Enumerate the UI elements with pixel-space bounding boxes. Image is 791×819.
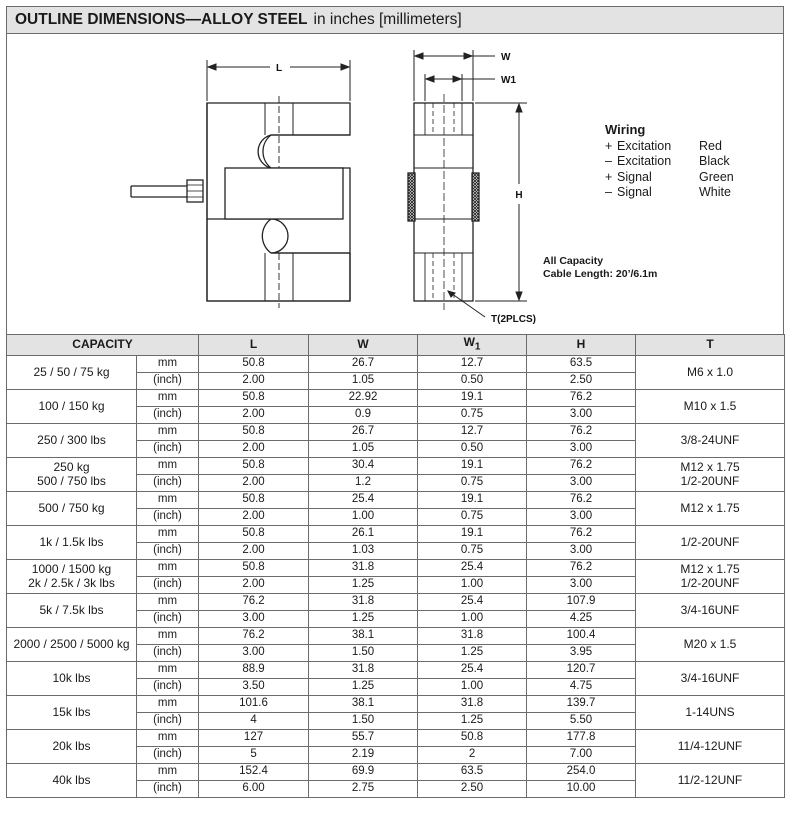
unit-mm-cell: mm <box>137 729 199 746</box>
header-L: L <box>199 335 309 356</box>
header-T: T <box>636 335 785 356</box>
capacity-text: 5k / 7.5k lbs <box>39 603 104 618</box>
units-note: in inches [millimeters] <box>313 11 462 28</box>
section-header <box>6 6 784 34</box>
cable-note-line2: Cable Length: 20’/6.1m <box>543 268 658 280</box>
table-row <box>7 525 785 542</box>
thread-cell <box>636 695 785 729</box>
thread-text: M12 x 1.75 <box>680 501 740 516</box>
unit-mm-cell: mm <box>137 423 199 440</box>
unit-inch-cell: (inch) <box>137 780 199 797</box>
dimensions-table <box>6 334 785 798</box>
inch-value-cell: 0.75 <box>418 542 527 559</box>
capacity-text: 15k lbs <box>52 705 91 720</box>
thread-cell <box>636 491 785 525</box>
inch-value-cell: 2.75 <box>309 780 418 797</box>
capacity-cell <box>7 729 137 763</box>
thread-cell <box>636 457 785 491</box>
capacity-text: 250 / 300 lbs <box>37 433 106 448</box>
inch-value-cell: 3.00 <box>527 542 636 559</box>
mm-value-cell: 25.4 <box>418 593 527 610</box>
table-row <box>7 593 785 610</box>
unit-inch-cell: (inch) <box>137 440 199 457</box>
inch-value-cell: 1.25 <box>418 712 527 729</box>
table-row <box>7 355 785 372</box>
capacity-text: 40k lbs <box>52 773 91 788</box>
capacity-text: 25 / 50 / 75 kg <box>33 365 110 380</box>
capacity-cell <box>7 457 137 491</box>
capacity-cell <box>7 763 137 797</box>
table-row <box>7 423 785 440</box>
inch-value-cell: 2.50 <box>418 780 527 797</box>
unit-inch-cell: (inch) <box>137 746 199 763</box>
mm-value-cell: 55.7 <box>309 729 418 746</box>
dimension-H <box>475 103 527 301</box>
capacity-text: 1k / 1.5k lbs <box>39 535 104 550</box>
unit-mm-cell: mm <box>137 627 199 644</box>
mm-value-cell: 100.4 <box>527 627 636 644</box>
wiring-sign: – <box>605 154 612 168</box>
inch-value-cell: 1.05 <box>309 372 418 389</box>
inch-value-cell: 0.9 <box>309 406 418 423</box>
inch-value-cell: 1.25 <box>309 610 418 627</box>
capacity-cell <box>7 525 137 559</box>
inch-value-cell: 5.50 <box>527 712 636 729</box>
inch-value-cell: 1.00 <box>418 576 527 593</box>
label-H: H <box>515 190 523 201</box>
wiring-legend <box>605 122 734 201</box>
inch-value-cell: 3.00 <box>199 644 309 661</box>
mm-value-cell: 152.4 <box>199 763 309 780</box>
header-W1-base: W <box>463 335 475 349</box>
capacity-cell <box>7 389 137 423</box>
inch-value-cell: 1.00 <box>418 678 527 695</box>
inch-value-cell: 3.00 <box>527 406 636 423</box>
table-row <box>7 389 785 406</box>
table-row <box>7 763 785 780</box>
thread-cell <box>636 627 785 661</box>
thread-text: 3/4-16UNF <box>680 603 740 618</box>
inch-value-cell: 2.19 <box>309 746 418 763</box>
dimension-W <box>414 50 495 101</box>
mm-value-cell: 31.8 <box>309 661 418 678</box>
mm-value-cell: 254.0 <box>527 763 636 780</box>
mm-value-cell: 50.8 <box>199 525 309 542</box>
mm-value-cell: 76.2 <box>199 627 309 644</box>
inch-value-cell: 10.00 <box>527 780 636 797</box>
capacity-cell <box>7 355 137 389</box>
mm-value-cell: 26.7 <box>309 423 418 440</box>
table-row <box>7 491 785 508</box>
capacity-text: 500 / 750 lbs <box>37 474 106 489</box>
capacity-text: 100 / 150 kg <box>38 399 105 414</box>
wiring-sign: – <box>605 185 612 199</box>
mm-value-cell: 139.7 <box>527 695 636 712</box>
thread-text: 1/2-20UNF <box>680 576 740 591</box>
table-row <box>7 627 785 644</box>
mm-value-cell: 76.2 <box>527 457 636 474</box>
table-row <box>7 559 785 576</box>
inch-value-cell: 2.00 <box>199 542 309 559</box>
label-T: T(2PLCS) <box>491 314 536 325</box>
mm-value-cell: 76.2 <box>527 389 636 406</box>
mm-value-cell: 31.8 <box>418 695 527 712</box>
inch-value-cell: 0.75 <box>418 508 527 525</box>
gauge-area <box>225 168 343 219</box>
wiring-row <box>605 170 734 186</box>
cable-shape <box>131 186 187 197</box>
mm-value-cell: 50.8 <box>199 423 309 440</box>
inch-value-cell: 1.50 <box>309 644 418 661</box>
unit-inch-cell: (inch) <box>137 508 199 525</box>
unit-mm-cell: mm <box>137 525 199 542</box>
mm-value-cell: 50.8 <box>199 491 309 508</box>
unit-inch-cell: (inch) <box>137 610 199 627</box>
inch-value-cell: 1.25 <box>418 644 527 661</box>
unit-mm-cell: mm <box>137 559 199 576</box>
capacity-cell <box>7 695 137 729</box>
capacity-text: 20k lbs <box>52 739 91 754</box>
inch-value-cell: 1.50 <box>309 712 418 729</box>
inch-value-cell: 2 <box>418 746 527 763</box>
inch-value-cell: 4.75 <box>527 678 636 695</box>
table-header-row <box>7 335 785 356</box>
inch-value-cell: 2.00 <box>199 474 309 491</box>
mm-value-cell: 19.1 <box>418 457 527 474</box>
table-row <box>7 661 785 678</box>
inch-value-cell: 1.03 <box>309 542 418 559</box>
header-W: W <box>309 335 418 356</box>
thread-text: 3/4-16UNF <box>680 671 740 686</box>
inch-value-cell: 2.50 <box>527 372 636 389</box>
cable-note-line1: All Capacity <box>543 255 604 267</box>
wiring-sign: + <box>605 138 613 153</box>
thread-text: M20 x 1.5 <box>683 637 737 652</box>
label-W1: W1 <box>501 75 516 86</box>
mm-value-cell: 19.1 <box>418 389 527 406</box>
mm-value-cell: 50.8 <box>418 729 527 746</box>
unit-inch-cell: (inch) <box>137 474 199 491</box>
wiring-row <box>605 154 734 170</box>
mm-value-cell: 76.2 <box>527 525 636 542</box>
mm-value-cell: 69.9 <box>309 763 418 780</box>
side-body <box>414 103 473 301</box>
mm-value-cell: 26.1 <box>309 525 418 542</box>
wiring-title: Wiring <box>605 122 646 137</box>
unit-mm-cell: mm <box>137 695 199 712</box>
thread-text: M12 x 1.75 <box>680 562 740 577</box>
capacity-text: 500 / 750 kg <box>38 501 105 516</box>
inch-value-cell: 4.25 <box>527 610 636 627</box>
capacity-text: 10k lbs <box>52 671 91 686</box>
thread-cell <box>636 389 785 423</box>
capacity-cell <box>7 661 137 695</box>
thread-cell <box>636 593 785 627</box>
mm-value-cell: 25.4 <box>418 559 527 576</box>
mm-value-cell: 50.8 <box>199 559 309 576</box>
mm-value-cell: 50.8 <box>199 355 309 372</box>
thread-cell <box>636 355 785 389</box>
header-W1 <box>418 335 527 356</box>
label-W: W <box>501 52 511 63</box>
mm-value-cell: 38.1 <box>309 695 418 712</box>
capacity-cell <box>7 593 137 627</box>
cable-note <box>543 255 657 281</box>
thread-text: 1-14UNS <box>685 705 735 720</box>
wiring-color: Green <box>699 169 734 184</box>
inch-value-cell: 2.00 <box>199 576 309 593</box>
inch-value-cell: 3.00 <box>527 508 636 525</box>
header-H: H <box>527 335 636 356</box>
inch-value-cell: 1.25 <box>309 576 418 593</box>
front-view <box>131 96 350 308</box>
inch-value-cell: 3.00 <box>527 474 636 491</box>
mm-value-cell: 25.4 <box>309 491 418 508</box>
mm-value-cell: 107.9 <box>527 593 636 610</box>
thread-cell <box>636 559 785 593</box>
capacity-text: 250 kg <box>53 460 90 475</box>
thread-text: 1/2-20UNF <box>680 535 740 550</box>
capacity-cell <box>7 559 137 593</box>
side-view <box>408 94 479 310</box>
thread-text: M12 x 1.75 <box>680 460 740 475</box>
inch-value-cell: 2.00 <box>199 406 309 423</box>
inch-value-cell: 1.00 <box>418 610 527 627</box>
inch-value-cell: 3.50 <box>199 678 309 695</box>
wiring-name: Signal <box>617 185 652 199</box>
mm-value-cell: 101.6 <box>199 695 309 712</box>
mm-value-cell: 177.8 <box>527 729 636 746</box>
inch-value-cell: 2.00 <box>199 508 309 525</box>
thread-cell <box>636 423 785 457</box>
inch-value-cell: 0.50 <box>418 440 527 457</box>
inch-value-cell: 4 <box>199 712 309 729</box>
mm-value-cell: 31.8 <box>309 559 418 576</box>
thread-text: M10 x 1.5 <box>683 399 737 414</box>
mm-value-cell: 76.2 <box>527 423 636 440</box>
knurled-gland-right <box>472 173 479 221</box>
inch-value-cell: 0.75 <box>418 474 527 491</box>
table-row <box>7 695 785 712</box>
mm-value-cell: 76.2 <box>199 593 309 610</box>
wiring-name: Excitation <box>617 154 672 168</box>
mm-value-cell: 63.5 <box>418 763 527 780</box>
unit-mm-cell: mm <box>137 457 199 474</box>
inch-value-cell: 7.00 <box>527 746 636 763</box>
mm-value-cell: 50.8 <box>199 457 309 474</box>
mm-value-cell: 31.8 <box>309 593 418 610</box>
inch-value-cell: 0.75 <box>418 406 527 423</box>
mm-value-cell: 63.5 <box>527 355 636 372</box>
mm-value-cell: 25.4 <box>418 661 527 678</box>
capacity-cell <box>7 491 137 525</box>
mm-value-cell: 19.1 <box>418 525 527 542</box>
unit-inch-cell: (inch) <box>137 406 199 423</box>
wiring-sign: + <box>605 169 613 184</box>
thread-cell <box>636 763 785 797</box>
inch-value-cell: 3.00 <box>527 440 636 457</box>
mm-value-cell: 31.8 <box>418 627 527 644</box>
unit-inch-cell: (inch) <box>137 372 199 389</box>
inch-value-cell: 1.2 <box>309 474 418 491</box>
header-capacity: CAPACITY <box>7 335 199 356</box>
inch-value-cell: 1.00 <box>309 508 418 525</box>
thread-cell <box>636 661 785 695</box>
thread-text: 11/2-12UNF <box>677 773 743 788</box>
inch-value-cell: 2.00 <box>199 372 309 389</box>
mm-value-cell: 88.9 <box>199 661 309 678</box>
capacity-text: 2k / 2.5k / 3k lbs <box>28 576 115 591</box>
thread-cell <box>636 525 785 559</box>
mm-value-cell: 120.7 <box>527 661 636 678</box>
capacity-text: 1000 / 1500 kg <box>31 562 112 577</box>
unit-inch-cell: (inch) <box>137 644 199 661</box>
mm-value-cell: 19.1 <box>418 491 527 508</box>
table-row <box>7 457 785 474</box>
mm-value-cell: 76.2 <box>527 491 636 508</box>
wiring-row <box>605 185 734 201</box>
thread-text: 1/2-20UNF <box>680 474 740 489</box>
inch-value-cell: 1.05 <box>309 440 418 457</box>
mm-value-cell: 22.92 <box>309 389 418 406</box>
label-L: L <box>275 63 283 74</box>
inch-value-cell: 2.00 <box>199 440 309 457</box>
unit-mm-cell: mm <box>137 661 199 678</box>
mm-value-cell: 38.1 <box>309 627 418 644</box>
mm-value-cell: 30.4 <box>309 457 418 474</box>
capacity-text: 2000 / 2500 / 5000 kg <box>13 637 130 652</box>
inch-value-cell: 3.00 <box>527 576 636 593</box>
mm-value-cell: 50.8 <box>199 389 309 406</box>
knurled-gland-left <box>408 173 415 221</box>
mm-value-cell: 12.7 <box>418 355 527 372</box>
mm-value-cell: 76.2 <box>527 559 636 576</box>
capacity-cell <box>7 627 137 661</box>
wiring-row <box>605 139 734 155</box>
thread-text: M6 x 1.0 <box>687 365 734 380</box>
unit-inch-cell: (inch) <box>137 712 199 729</box>
inch-value-cell: 3.95 <box>527 644 636 661</box>
mm-value-cell: 127 <box>199 729 309 746</box>
wiring-color: Black <box>699 154 730 168</box>
wiring-name: Excitation <box>617 138 672 153</box>
inch-value-cell: 3.00 <box>199 610 309 627</box>
table-row <box>7 729 785 746</box>
inch-value-cell: 1.25 <box>309 678 418 695</box>
section-title: OUTLINE DIMENSIONS—ALLOY STEEL <box>15 11 308 28</box>
unit-inch-cell: (inch) <box>137 542 199 559</box>
capacity-cell <box>7 423 137 457</box>
unit-inch-cell: (inch) <box>137 678 199 695</box>
mm-value-cell: 12.7 <box>418 423 527 440</box>
outline-drawing <box>6 34 784 334</box>
wiring-color: Red <box>699 138 722 153</box>
inch-value-cell: 5 <box>199 746 309 763</box>
thread-cell <box>636 729 785 763</box>
inch-value-cell: 6.00 <box>199 780 309 797</box>
wiring-name: Signal <box>617 169 652 184</box>
thread-text: 3/8-24UNF <box>680 433 740 448</box>
unit-mm-cell: mm <box>137 355 199 372</box>
unit-mm-cell: mm <box>137 389 199 406</box>
mm-value-cell: 26.7 <box>309 355 418 372</box>
unit-inch-cell: (inch) <box>137 576 199 593</box>
inch-value-cell: 0.50 <box>418 372 527 389</box>
wiring-color: White <box>699 185 731 199</box>
unit-mm-cell: mm <box>137 763 199 780</box>
unit-mm-cell: mm <box>137 491 199 508</box>
header-W1-sub: 1 <box>474 341 481 353</box>
thread-text: 11/4-12UNF <box>677 739 743 754</box>
unit-mm-cell: mm <box>137 593 199 610</box>
